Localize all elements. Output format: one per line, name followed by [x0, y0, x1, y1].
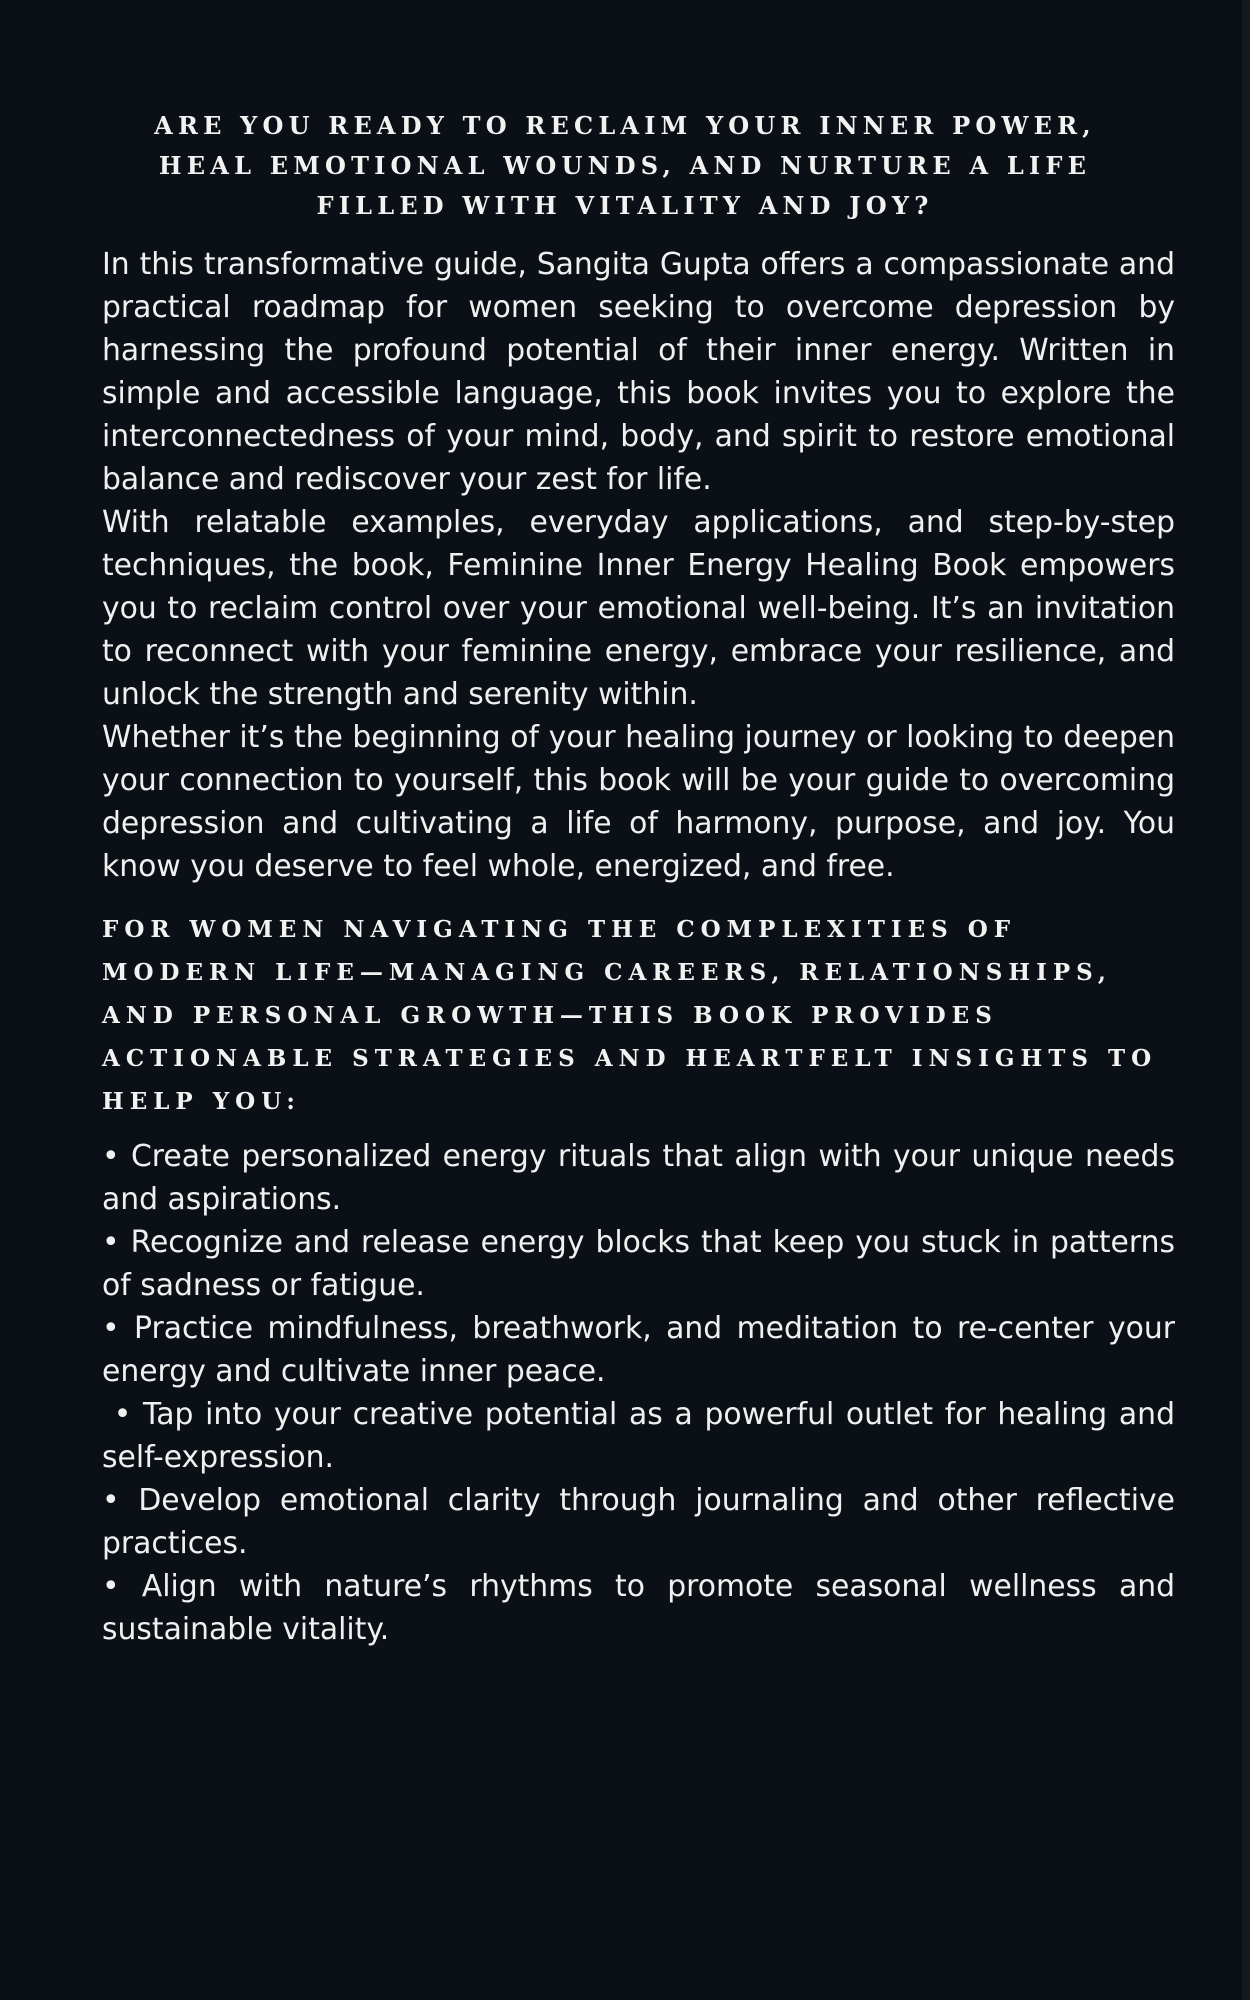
paragraph-closing: Whether it’s the beginning of your healing journey or looking to deepen your connection to yourself, this book will be your guide to overcoming depression and cultivating a life of harmony, purpose, and joy. You know you deserve to feel whole, energized, and free.	[102, 720, 1175, 884]
headline: ARE YOU READY TO RECLAIM YOUR INNER POWER, HEAL EMOTIONAL WOUNDS, AND NURTURE A LIFE FILLED WITH VITALITY AND JOY?	[154, 111, 1096, 220]
right-edge-strip	[1242, 0, 1250, 2000]
list-item: • Create personalized energy rituals that align with your unique needs and aspirations.	[102, 1139, 1175, 1217]
list-item: • Align with nature’s rhythms to promote seasonal wellness and sustainable vitality.	[102, 1569, 1175, 1647]
list-item: • Develop emotional clarity through journaling and other reflective practices.	[102, 1483, 1175, 1561]
benefits-list	[102, 1135, 1185, 1651]
list-item: • Practice mindfulness, breathwork, and meditation to re-center your energy and cultivate inner peace.	[102, 1311, 1175, 1389]
list-item: • Recognize and release energy blocks that keep you stuck in patterns of sadness or fatigue.	[102, 1225, 1175, 1303]
list-item: • Tap into your creative potential as a powerful outlet for healing and self-expression.	[102, 1397, 1185, 1475]
description-body	[102, 243, 1175, 888]
paragraph-examples: With relatable examples, everyday applications, and step-by-step techniques, the book, Feminine Inner Energy Healing Book empowers you to reclaim control over your emotional well-being. It’s an invitation to reconnect with your feminine energy, embrace your resilience, and unlock the strength and serenity within.	[102, 505, 1175, 712]
paragraph-intro: In this transformative guide, Sangita Gupta offers a compassionate and practical roadmap for women seeking to overcome depression by harnessing the profound potential of their inner energy. Written in simple and accessible language, this book invites you to explore the interconnectedness of your mind, body, and spirit to restore emotional balance and rediscover your zest for life.	[102, 247, 1175, 497]
subheading: FOR WOMEN NAVIGATING THE COMPLEXITIES OF MODERN LIFE—MANAGING CAREERS, RELATIONSHIPS, AND PERSONAL GROWTH—THIS BOOK PROVIDES ACTIONABLE STRATEGIES AND HEARTFELT INSIGHTS TO HELP YOU:	[102, 916, 1158, 1115]
